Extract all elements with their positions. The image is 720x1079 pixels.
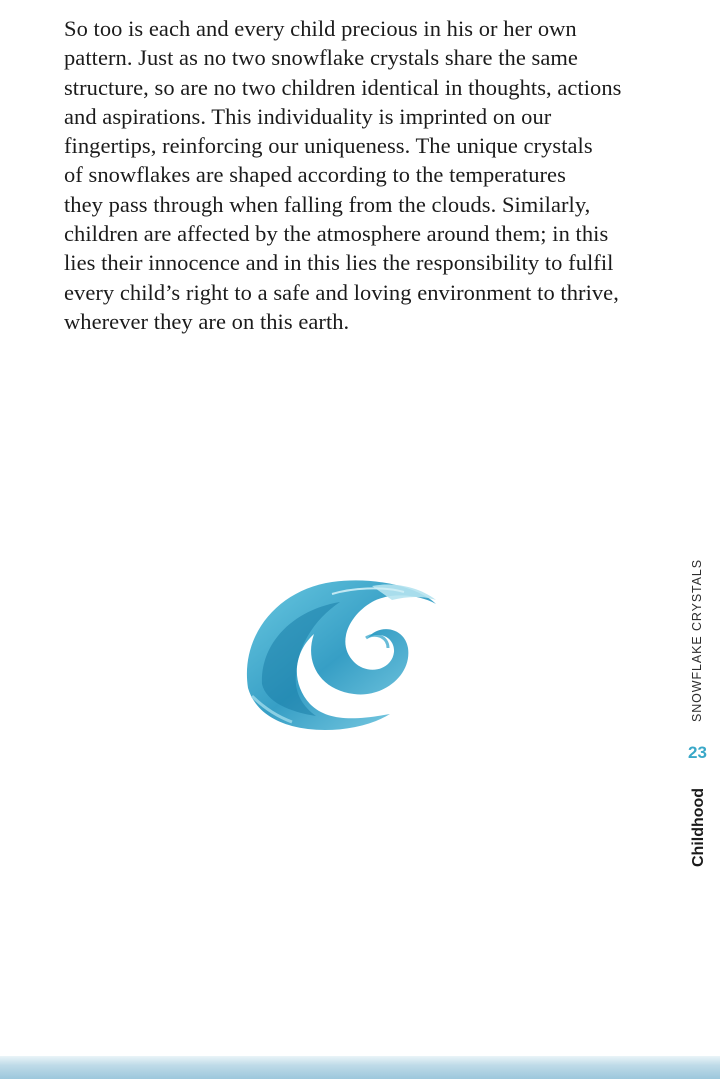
text-line: structure, so are no two children identical in thoughts, actions bbox=[64, 74, 622, 100]
running-head-section: SNOWFLAKE CRYSTALS bbox=[690, 559, 704, 722]
text-line: and aspirations. This individuality is imprinted on our bbox=[64, 103, 552, 129]
text-line: So too is each and every child precious in his or her own bbox=[64, 16, 577, 41]
page-number: 23 bbox=[688, 743, 707, 762]
text-line: they pass through when falling from the clouds. Similarly, bbox=[64, 191, 591, 217]
text-line: lies their innocence and in this lies the responsibility to fulfil bbox=[64, 250, 614, 276]
text-line: of snowflakes are shaped according to the temperatures bbox=[64, 162, 566, 188]
text-line: every child’s right to a safe and loving environment to thrive, bbox=[64, 279, 619, 305]
running-head-chapter: Childhood bbox=[690, 787, 707, 867]
text-line: children are affected by the atmosphere around them; in this bbox=[64, 221, 609, 247]
text-line: fingertips, reinforcing our uniqueness. The unique crystals bbox=[64, 133, 593, 159]
body-paragraph bbox=[64, 14, 664, 336]
wave-icon bbox=[232, 566, 444, 736]
text-line: wherever they are on this earth. bbox=[64, 308, 350, 334]
text-line: pattern. Just as no two snowflake crystals share the same bbox=[64, 45, 578, 71]
watercolor-strip bbox=[0, 1056, 720, 1079]
